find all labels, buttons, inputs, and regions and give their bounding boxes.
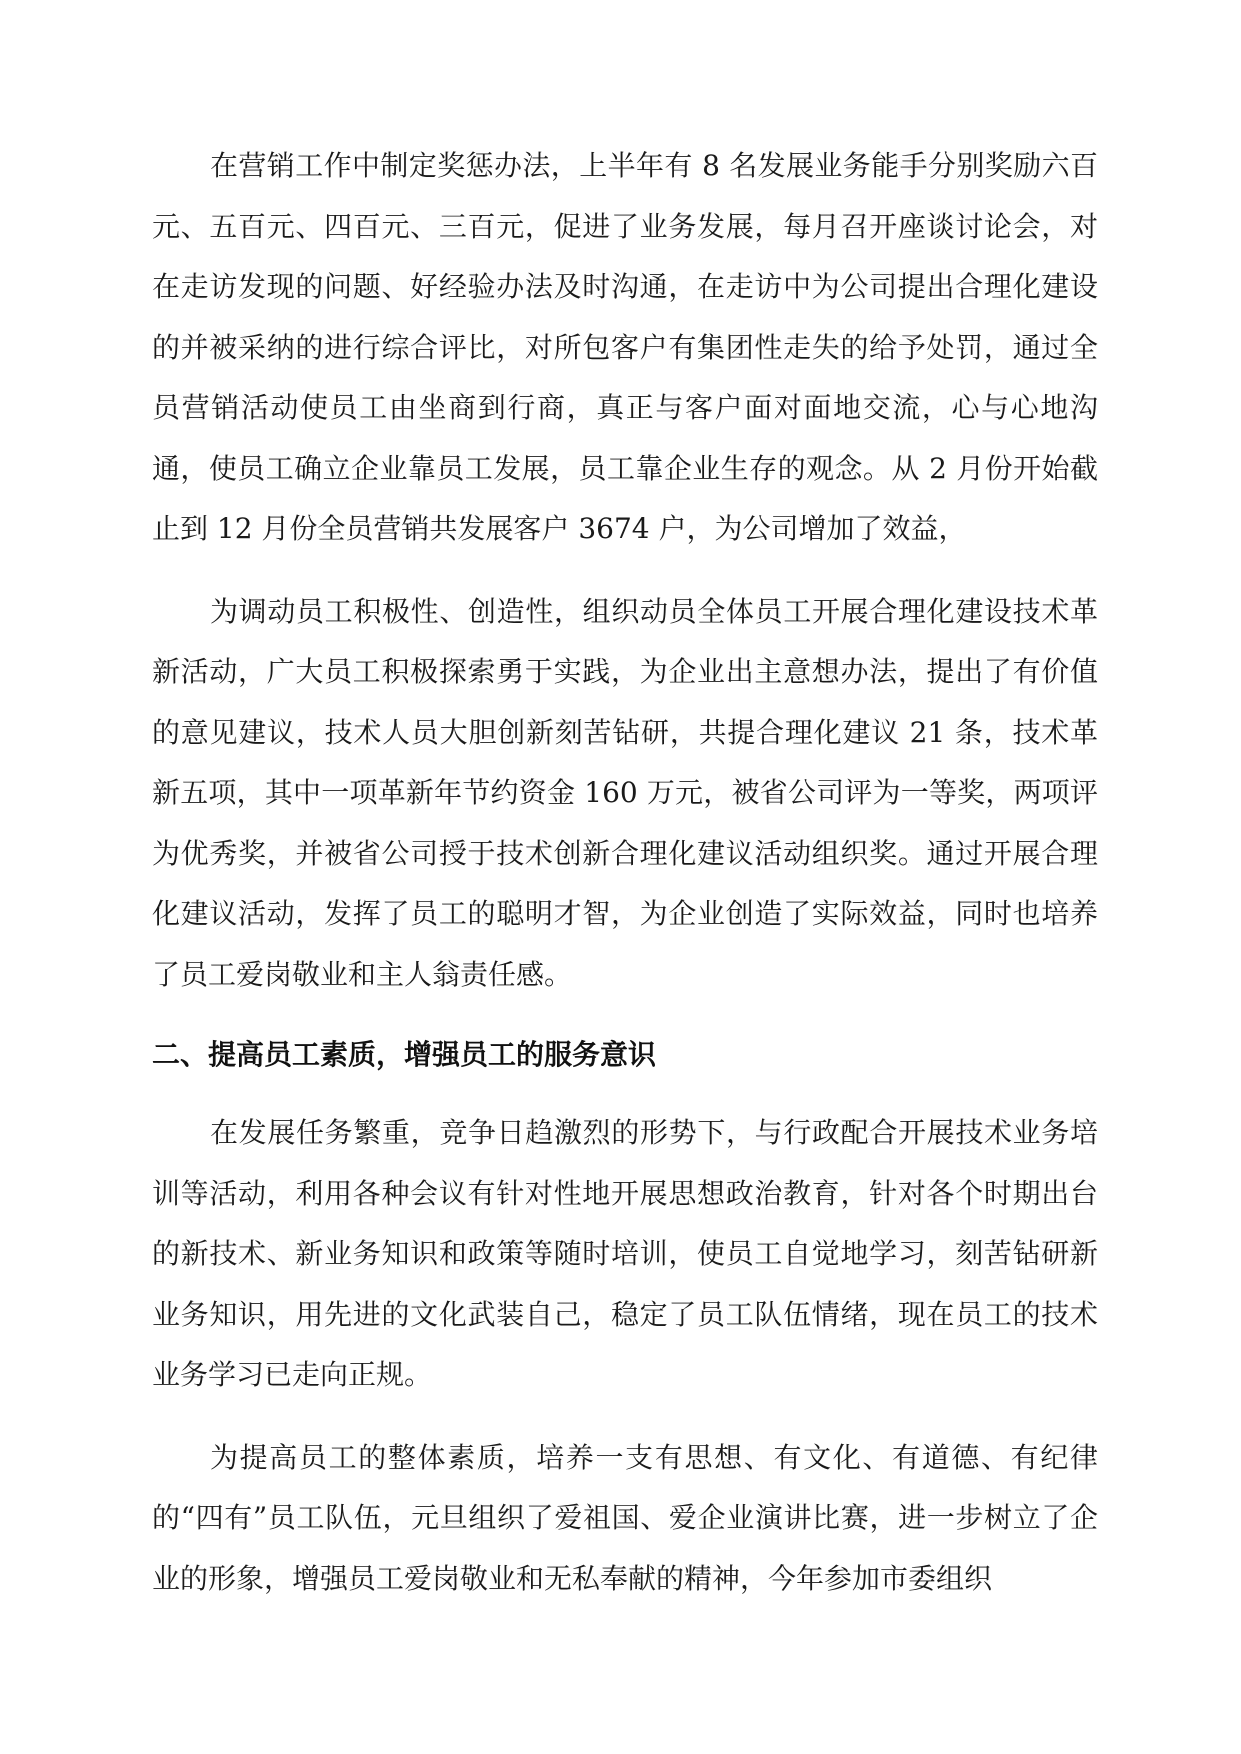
section-heading: 二、提高员工素质，增强员工的服务意识 (152, 1038, 657, 1071)
paragraph-marketing-incentives: 在营销工作中制定奖惩办法，上半年有 8 名发展业务能手分别奖励六百元、五百元、四百元、三百元，促进了业务发展，每月召开座谈讨论会，对在走访发现的问题、好经验办法及时沟通，在走访中为公司提出合理化建设的并被采纳的进行综合评比，对所包客户有集团性走失的给予处罚，通过全员营销活动使员工由坐商到行商，真正与客户面对面地交流，心与心地沟通，使员工确立企业靠员工发展，员工靠企业生存的观念。从 2 月份开始截止到 12 月份全员营销共发展客户 3674 户，为公司增加了效益， (152, 149, 1098, 545)
document-body (152, 136, 1098, 1609)
paragraph-rationalization-proposals: 为调动员工积极性、创造性，组织动员全体员工开展合理化建设技术革新活动，广大员工积极探索勇于实践，为企业出主意想办法，提出了有价值的意见建议，技术人员大胆创新刻苦钻研，共提合理化建议 21 条，技术革新五项，其中一项革新年节约资金 160 万元，被省公司评为一等奖，两项评为优秀奖，并被省公司授于技术创新合理化建议活动组织奖。通过开展合理化建议活动，发挥了员工的聪明才智，为企业创造了实际效益，同时也培养了员工爱岗敬业和主人翁责任感。 (152, 594, 1098, 991)
paragraph-training: 在发展任务繁重，竞争日趋激烈的形势下，与行政配合开展技术业务培训等活动，利用各种会议有针对性地开展思想政治教育，针对各个时期出台的新技术、新业务知识和政策等随时培训，使员工自觉地学习，刻苦钻研新业务知识，用先进的文化武装自己，稳定了员工队伍情绪，现在员工的技术业务学习已走向正规。 (152, 1116, 1098, 1391)
paragraph-staff-quality: 为提高员工的整体素质，培养一支有思想、有文化、有道德、有纪律的“四有”员工队伍，元旦组织了爱祖国、爱企业演讲比赛，进一步树立了企业的形象，增强员工爱岗敬业和无私奉献的精神，今年参加市委组织 (152, 1440, 1098, 1595)
